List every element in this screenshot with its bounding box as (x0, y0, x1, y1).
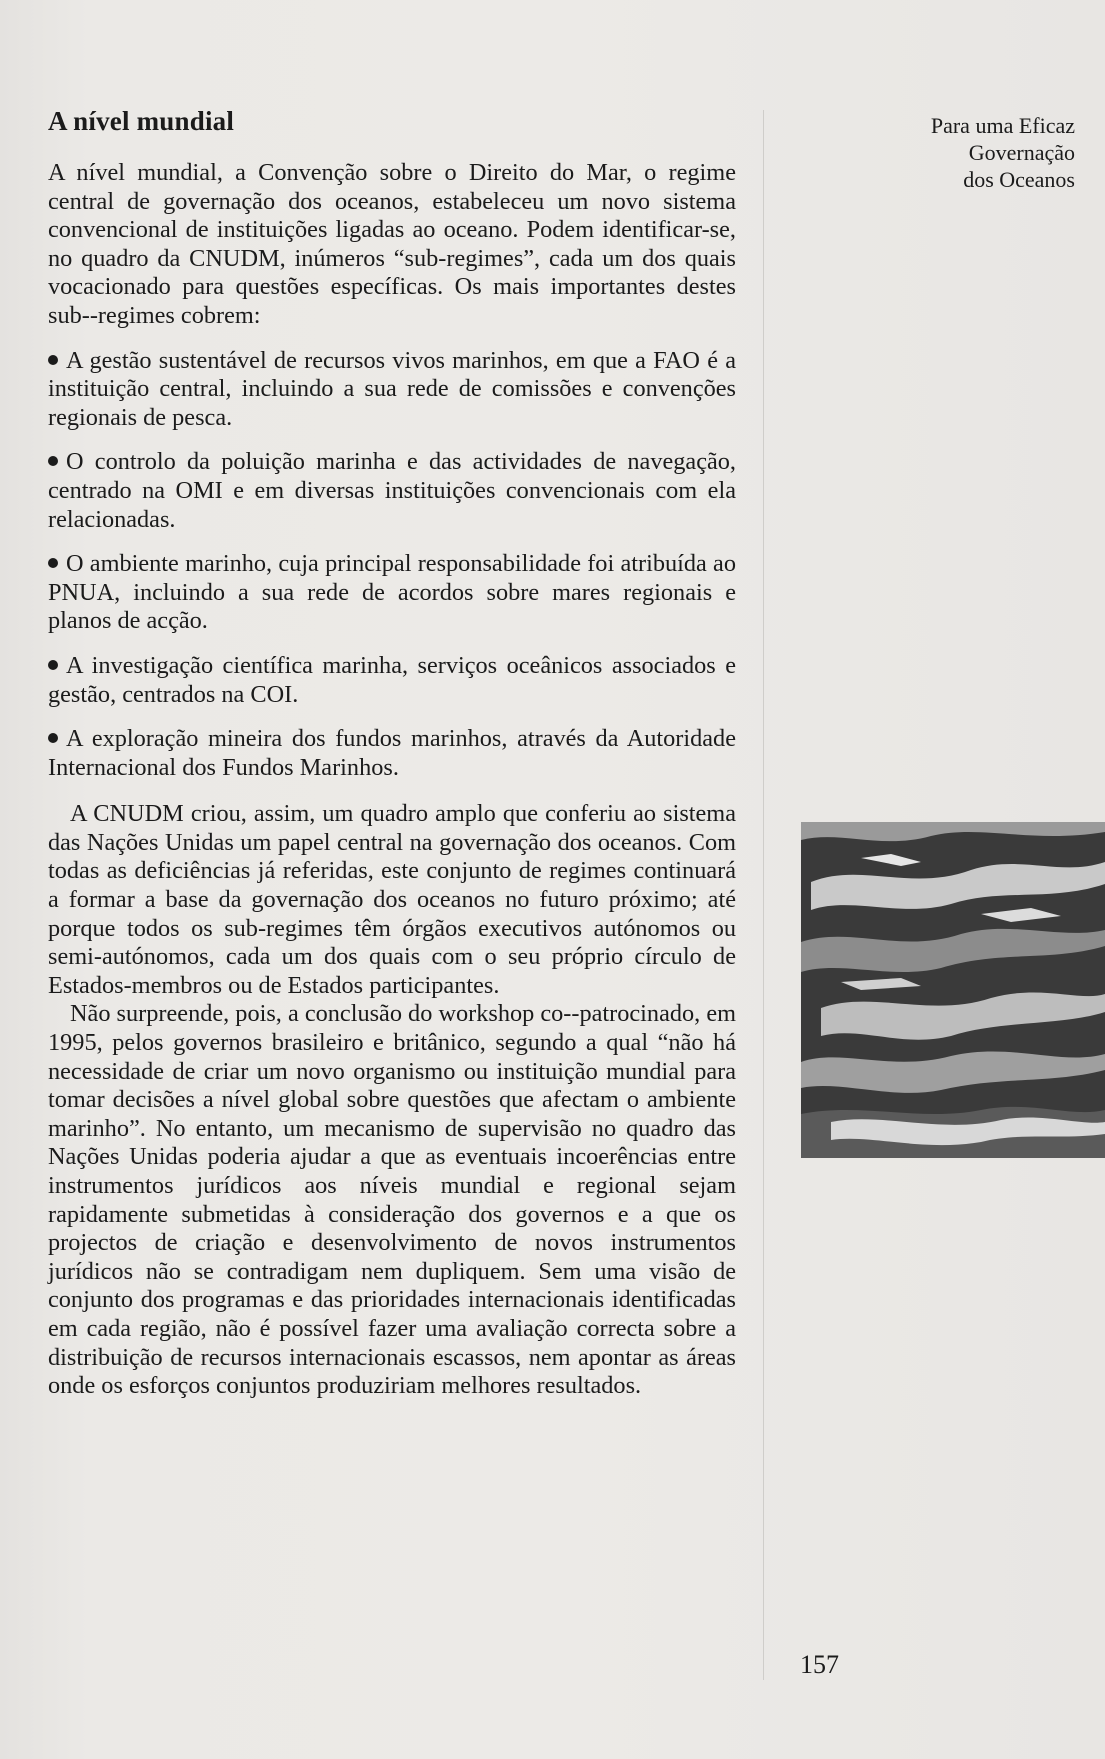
column-divider (763, 110, 764, 1680)
bullet-dot-icon (48, 558, 58, 568)
body-paragraph-2: A CNUDM criou, assim, um quadro amplo que conferiu ao sistema das Nações Unidas um papel central na governação dos oceanos. Com todas as deficiências já referidas, este conjunto de regimes continuará a formar a base da governação dos oceanos no futuro próximo; até porque todos os sub-regimes têm órgãos executivos autónomos ou semi-autónomos, cada um dos quais com o seu próprio círculo de Estados-membros ou de Estados participantes. (48, 800, 736, 999)
body-paragraph-3: Não surpreende, pois, a conclusão do workshop co--patrocinado, em 1995, pelos governos brasileiro e britânico, segundo a qual “não há necessidade de criar um novo organismo ou instituição mundial para tomar decisões a nível global sobre questões que afectam o ambiente marinho”. No entanto, um mecanismo de supervisão no quadro das Nações Unidas poderia ajudar a que as eventuais incoerências entre instrumentos jurídicos aos níveis mundial e regional sejam rapidamente submetidas à consideração dos governos e a que os projectos de criação e desenvolvimento de novos instrumentos jurídicos não se contradigam nem dupliquem. Sem uma visão de conjunto dos programas e das prioridades internacionais identificadas em cada região, não é possível fazer uma avaliação correcta sobre a distribuição de recursos internacionais escassos, nem apontar as áreas onde os esforços conjuntos produziriam melhores resultados. (48, 1000, 736, 1400)
bullet-dot-icon (48, 660, 58, 670)
main-column (48, 106, 736, 1401)
running-title-line: Para uma Eficaz (930, 113, 1075, 138)
bullet-text: O controlo da poluição marinha e das actividades de navegação, centrado na OMI e em diversas instituições convencionais com ela relacionadas. (48, 448, 736, 533)
bullet-item (48, 448, 736, 534)
ocean-waves-image (801, 822, 1105, 1158)
intro-paragraph: A nível mundial, a Convenção sobre o Direito do Mar, o regime central de governação dos oceanos, estabeleceu um novo sistema convencional de instituições ligadas ao oceano. Podem identificar-se, no quadro da CNUDM, inúmeros “sub-regimes”, cada um dos quais vocacionado para questões específicas. Os mais importantes destes sub--regimes cobrem: (48, 159, 736, 329)
bullet-item (48, 725, 736, 782)
bullet-dot-icon (48, 456, 58, 466)
bullet-text: A investigação científica marinha, serviços oceânicos associados e gestão, centrados na COI. (48, 651, 736, 708)
bullet-text: O ambiente marinho, cuja principal responsabilidade foi atribuída ao PNUA, incluindo a sua rede de acordos sobre mares regionais e planos de acção. (48, 550, 736, 635)
section-heading: A nível mundial (48, 106, 235, 136)
bullet-text: A gestão sustentável de recursos vivos marinhos, em que a FAO é a instituição central, incluindo a sua rede de comissões e convenções regionais de pesca. (48, 346, 736, 431)
page-number: 157 (800, 1650, 839, 1679)
bullet-dot-icon (48, 355, 58, 365)
bullet-text: A exploração mineira dos fundos marinhos, através da Autoridade Internacional dos Fundos Marinhos. (48, 725, 736, 781)
bullet-dot-icon (48, 733, 58, 743)
running-title (880, 112, 1075, 193)
running-title-line: dos Oceanos (963, 167, 1075, 192)
bullet-item (48, 550, 736, 636)
bullet-item (48, 652, 736, 709)
running-title-line: Governação (968, 140, 1075, 165)
bullet-item (48, 347, 736, 433)
